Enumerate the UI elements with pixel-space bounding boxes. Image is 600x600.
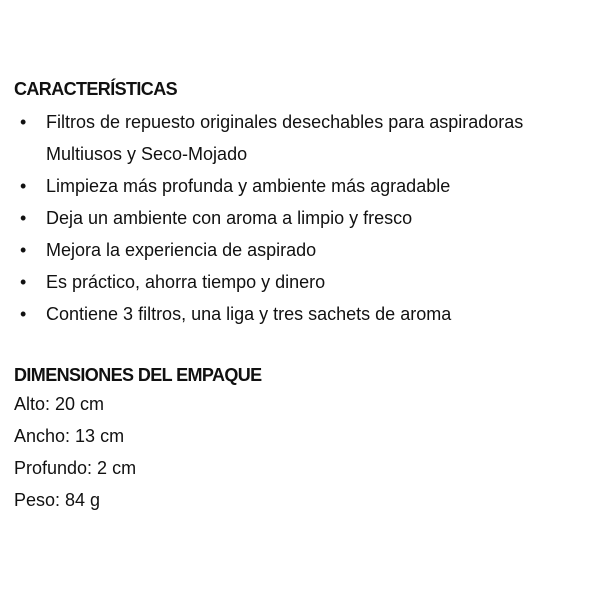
list-item bbox=[14, 298, 586, 330]
bullet-icon: • bbox=[20, 272, 27, 292]
list-item bbox=[14, 106, 586, 170]
feature-text: Contiene 3 filtros, una liga y tres sachets de aroma bbox=[46, 304, 452, 324]
feature-text: Limpieza más profunda y ambiente más agradable bbox=[46, 176, 451, 196]
dimension-alto: Alto: 20 cm bbox=[14, 394, 105, 414]
feature-text: Filtros de repuesto originales desechables para aspiradoras Multiusos y Seco-Mojado bbox=[46, 112, 524, 164]
bullet-icon: • bbox=[20, 304, 27, 324]
bullet-icon: • bbox=[20, 176, 27, 196]
dimension-peso: Peso: 84 g bbox=[14, 490, 101, 510]
bullet-icon: • bbox=[20, 208, 27, 228]
dimension-profundo: Profundo: 2 cm bbox=[14, 458, 137, 478]
list-item bbox=[14, 266, 586, 298]
list-item bbox=[14, 202, 586, 234]
section-spacer bbox=[14, 330, 586, 362]
features-list bbox=[14, 106, 586, 330]
bullet-icon: • bbox=[20, 240, 27, 260]
product-description bbox=[14, 76, 586, 516]
feature-text: Es práctico, ahorra tiempo y dinero bbox=[46, 272, 326, 292]
bullet-icon: • bbox=[20, 112, 27, 132]
dimension-ancho: Ancho: 13 cm bbox=[14, 426, 125, 446]
dimensions-heading: DIMENSIONES DEL EMPAQUE bbox=[14, 365, 262, 385]
list-item bbox=[14, 170, 586, 202]
dimensions-list bbox=[14, 388, 586, 516]
feature-text: Mejora la experiencia de aspirado bbox=[46, 240, 317, 260]
feature-text: Deja un ambiente con aroma a limpio y fresco bbox=[46, 208, 413, 228]
features-heading: CARACTERÍSTICAS bbox=[14, 79, 178, 99]
list-item bbox=[14, 234, 586, 266]
